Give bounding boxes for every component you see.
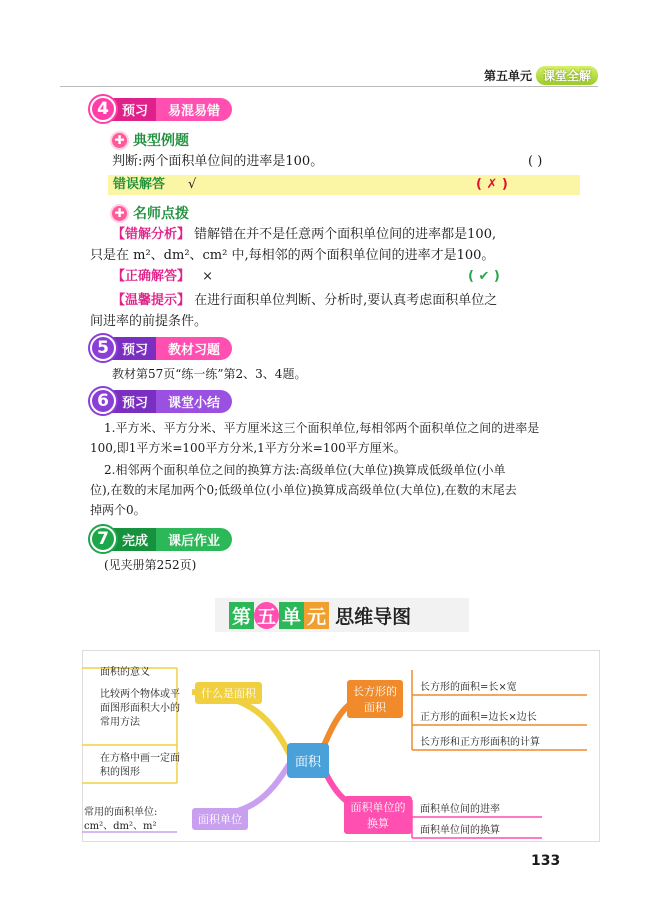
correct-mark: ( ✔ ) [468,269,500,284]
section-number: 6 [90,388,116,414]
analysis-label: 【错解分析】 [112,227,191,242]
section-4-heading [90,97,232,121]
header-divider [60,86,598,87]
correct-label: 【正确解答】 [112,269,191,284]
summary-line-1a: 1.平方米、平方分米、平方厘米这三个面积单位,每相邻两个面积单位之间的进率是 [104,421,540,435]
leaf-unit-conversion: 面积单位间的换算 [420,825,500,836]
mindmap-banner [215,598,469,632]
lesson-tag: 课堂全解 [536,66,598,85]
example-question: 判断:两个面积单位间的进率是100。 [112,154,324,169]
banner-char: 第 [229,602,254,629]
analysis-text-1: 错解错在并不是任意两个面积单位间的进率都是100, [194,227,497,242]
page-number: 133 [531,853,561,869]
textbook-exercises: 教材第57页“练一练”第2、3、4题。 [112,367,307,381]
section-title: 教材习题 [156,337,232,360]
summary-line-1b: 100,即1平方米=100平方分米,1平方分米=100平方厘米。 [90,441,406,455]
summary-line-2c: 掉两个0。 [90,503,146,517]
wrong-answer-band [108,175,580,195]
unit-label: 第五单元 [483,69,532,83]
section-number: 5 [90,335,116,361]
wrong-mark: ( ✗ ) [476,177,508,192]
leaf-common-units: 常用的面积单位: [84,807,158,818]
leaf-square-formula: 正方形的面积=边长×边长 [420,712,537,723]
node-rectangle-area: 长方形的面积 [347,680,403,718]
section-6-heading [90,389,232,413]
correct-answer: × [202,269,214,284]
section-7-heading [90,527,232,551]
banner-title: 思维导图 [335,605,412,628]
example-title: 典型例题 [133,133,189,149]
tips-subheading [112,203,189,223]
banner-char: 五 [254,602,279,629]
section-5-heading [90,336,232,360]
correct-answer-row [112,266,213,287]
answer-blank: ( ) [528,154,543,169]
section-kind: 完成 [112,528,156,551]
homework-reference: (见夹册第252页) [104,558,197,572]
node-unit-conversion: 面积单位的换算 [344,796,412,834]
section-kind: 预习 [112,390,156,413]
warm-label: 【温馨提示】 [112,293,191,308]
cross-bullet-icon: ✚ [112,133,127,148]
warm-text-2: 间进率的前提条件。 [90,314,208,329]
leaf-common-units-list: cm²、dm²、m² [84,821,157,832]
leaf-area-calculation: 长方形和正方形面积的计算 [420,737,540,748]
analysis-text-2: 只是在 m²、dm²、cm² 中,每相邻的两个面积单位间的进率才是100。 [90,248,495,263]
wrong-answer-label: 错误解答 [113,177,166,192]
leaf-compare-methods: 比较两个物体或平面图形面积大小的常用方法 [100,689,180,728]
leaf-draw-area: 在方格中画一定面积的图形 [100,753,180,778]
summary-line-2a: 2.相邻两个面积单位之间的换算方法:高级单位(大单位)换算成低级单位(小单 [104,463,506,477]
summary-line-2b: 位),在数的末尾加两个0;低级单位(小单位)换算成高级单位(大单位),在数的末尾去 [90,483,517,497]
running-header [484,66,598,85]
section-number: 4 [90,96,116,122]
leaf-rect-formula: 长方形的面积=长×宽 [420,682,517,693]
section-kind: 预习 [112,98,156,121]
wrong-answer-value: √ [188,177,197,192]
cross-bullet-icon: ✚ [112,206,127,221]
analysis-paragraph [112,224,584,245]
section-title: 课堂小结 [156,390,232,413]
banner-char: 单 [279,602,304,629]
warm-paragraph [112,290,584,311]
tips-title: 名师点拨 [133,206,189,222]
node-what-is-area: 什么是面积 [195,682,262,704]
example-subheading [112,130,189,150]
section-title: 易混易错 [156,98,232,121]
leaf-area-meaning: 面积的意义 [100,667,150,678]
banner-char: 元 [304,602,329,629]
warm-text-1: 在进行面积单位判断、分析时,要认真考虑面积单位之 [194,293,498,308]
mindmap-center: 面积 [287,743,329,778]
node-area-units: 面积单位 [192,808,248,830]
section-number: 7 [90,526,116,552]
section-kind: 预习 [112,337,156,360]
leaf-unit-rate: 面积单位间的进率 [420,804,500,815]
section-title: 课后作业 [156,528,232,551]
